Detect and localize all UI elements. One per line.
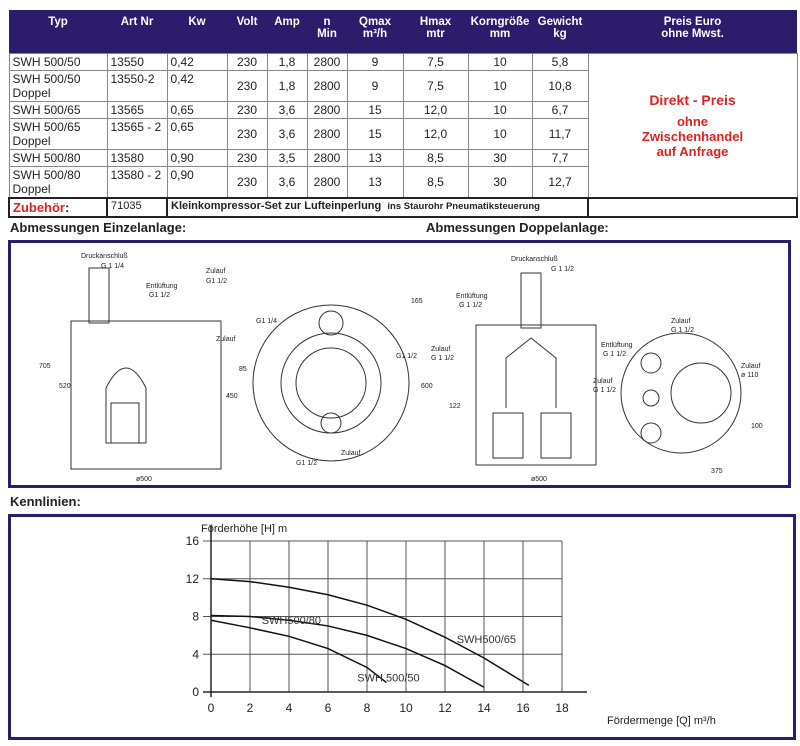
cell-art: 13550-2	[107, 70, 167, 101]
label: Zulauf	[741, 363, 761, 370]
label: Entlüftung	[146, 283, 178, 290]
cell-typ	[9, 118, 107, 149]
cell-h: 8,5	[403, 166, 468, 198]
label: G1 1/2	[206, 278, 228, 285]
cell-q: 13	[347, 166, 403, 198]
column-header: n Min	[307, 10, 347, 53]
cell-kg: 7,7	[532, 149, 588, 166]
x-tick-label: 18	[555, 701, 569, 715]
product-table	[8, 10, 798, 218]
label: 600	[421, 383, 433, 390]
column-header: Kw	[167, 10, 227, 53]
cell-typ	[9, 149, 107, 166]
label: Entlüftung	[601, 342, 633, 349]
cell-q: 9	[347, 53, 403, 70]
cell-n: 2800	[307, 149, 347, 166]
label: ø500	[531, 476, 547, 483]
y-axis-label: Förderhöhe [H] m	[201, 523, 288, 535]
label: G1 1/2	[396, 353, 418, 360]
label: G 1 1/2	[603, 351, 626, 358]
cell-amp: 3,6	[267, 101, 307, 118]
cell-kw: 0,90	[167, 166, 227, 198]
accessory-art: 71035	[107, 198, 167, 217]
cell-volt: 230	[227, 70, 267, 101]
column-header: Amp	[267, 10, 307, 53]
cell-volt: 230	[227, 101, 267, 118]
cell-h: 8,5	[403, 149, 468, 166]
cell-kw: 0,90	[167, 149, 227, 166]
cell-q: 9	[347, 70, 403, 101]
accessory-colon: :	[65, 199, 70, 215]
cell-h: 12,0	[403, 101, 468, 118]
cell-kg: 11,7	[532, 118, 588, 149]
cell-kg: 10,8	[532, 70, 588, 101]
x-tick-label: 12	[438, 701, 452, 715]
label: Zulauf	[431, 346, 451, 353]
cell-volt: 230	[227, 118, 267, 149]
x-tick-label: 10	[399, 701, 413, 715]
label: Druckanschluß	[511, 256, 558, 263]
column-header: Korngröße mm	[468, 10, 532, 53]
y-tick-label: 16	[185, 534, 199, 548]
column-header: Art Nr	[107, 10, 167, 53]
x-tick-label: 4	[285, 701, 293, 715]
cell-art: 13565 - 2	[107, 118, 167, 149]
label: Zulauf	[671, 318, 691, 325]
accessory-empty	[588, 198, 797, 217]
typ: SWH 500/65	[12, 119, 81, 134]
x-tick-label: 2	[246, 701, 254, 715]
cell-n: 2800	[307, 53, 347, 70]
column-header: Qmax m³/h	[347, 10, 403, 53]
cell-volt: 230	[227, 149, 267, 166]
cell-kg: 5,8	[532, 53, 588, 70]
label: Zulauf	[593, 378, 613, 385]
label: Druckanschluß	[81, 253, 128, 260]
x-tick-label: 8	[363, 701, 371, 715]
section-curves: Kennlinien:	[10, 494, 81, 509]
price-line: ohne	[676, 113, 709, 129]
cell-q: 13	[347, 149, 403, 166]
cell-kg: 6,7	[532, 101, 588, 118]
typ-sub: Doppel	[12, 85, 51, 100]
cell-typ	[9, 53, 107, 70]
price-note	[588, 53, 797, 198]
cell-amp: 3,6	[267, 118, 307, 149]
x-axis-label: Fördermenge [Q] m³/h	[607, 715, 716, 727]
series-label: SWH500/65	[456, 633, 517, 646]
x-tick-label: 16	[516, 701, 530, 715]
cell-typ	[9, 70, 107, 101]
column-header: Typ	[9, 10, 107, 53]
label: 450	[226, 393, 238, 400]
accessory-desc-extra: ins Staurohr Pneumatiksteuerung	[387, 200, 540, 212]
cell-q: 15	[347, 101, 403, 118]
label: 122	[449, 403, 461, 410]
typ: SWH 500/80	[12, 167, 81, 182]
label: G 1 1/2	[431, 355, 454, 362]
label: G 1 1/2	[551, 266, 574, 273]
typ: SWH 500/50	[12, 71, 81, 86]
cell-h: 12,0	[403, 118, 468, 149]
typ-sub: Doppel	[12, 181, 51, 196]
cell-n: 2800	[307, 118, 347, 149]
label: ø 110	[741, 372, 759, 379]
y-tick-label: 8	[192, 609, 199, 624]
label: 705	[39, 363, 51, 370]
label: 85	[239, 366, 247, 373]
cell-kg: 12,7	[532, 166, 588, 198]
series-label: SWH500/80	[261, 615, 322, 628]
series-line	[211, 616, 484, 688]
cell-art: 13550	[107, 53, 167, 70]
section-double: Abmessungen Doppelanlage:	[426, 220, 609, 235]
label: Zulauf	[206, 268, 226, 275]
accessory-row	[9, 198, 797, 217]
y-tick-label: 12	[185, 571, 199, 586]
cell-korn: 10	[468, 101, 532, 118]
column-header: Volt	[227, 10, 267, 53]
cell-kw: 0,65	[167, 118, 227, 149]
cell-amp: 3,5	[267, 149, 307, 166]
x-tick-label: 14	[477, 701, 491, 715]
typ-sub: Doppel	[12, 133, 51, 148]
cell-korn: 10	[468, 53, 532, 70]
chart-frame	[8, 514, 796, 740]
cell-n: 2800	[307, 101, 347, 118]
performance-chart	[11, 517, 793, 737]
y-tick-label: 0	[192, 685, 199, 699]
cell-art: 13580	[107, 149, 167, 166]
typ: SWH 500/65	[12, 102, 81, 117]
label: G 1 1/2	[671, 327, 694, 334]
label: Zulauf	[341, 450, 361, 457]
cell-h: 7,5	[403, 70, 468, 101]
x-tick-label: 6	[324, 701, 332, 715]
label: G 1 1/4	[101, 263, 124, 270]
price-line: Direkt - Preis	[649, 91, 736, 108]
cell-amp: 1,8	[267, 70, 307, 101]
cell-kw: 0,42	[167, 70, 227, 101]
label: ø500	[136, 476, 152, 483]
label: G1 1/4	[256, 318, 278, 325]
label: 100	[751, 423, 763, 430]
cell-q: 15	[347, 118, 403, 149]
x-tick-label: 0	[207, 701, 215, 715]
cell-korn: 30	[468, 149, 532, 166]
label: 520	[59, 383, 71, 390]
cell-typ	[9, 101, 107, 118]
table-row	[9, 53, 797, 70]
cell-amp: 1,8	[267, 53, 307, 70]
accessory-label	[9, 198, 107, 217]
dimension-drawings	[11, 243, 788, 485]
label: 375	[711, 468, 723, 475]
label: G1 1/2	[149, 292, 171, 299]
cell-art: 13565	[107, 101, 167, 118]
label: G 1 1/2	[459, 302, 482, 309]
cell-korn: 10	[468, 70, 532, 101]
column-header: Preis Euro ohne Mwst.	[588, 10, 797, 53]
cell-amp: 3,6	[267, 166, 307, 198]
cell-kw: 0,42	[167, 53, 227, 70]
cell-h: 7,5	[403, 53, 468, 70]
cell-art: 13580 - 2	[107, 166, 167, 198]
cell-n: 2800	[307, 70, 347, 101]
cell-n: 2800	[307, 166, 347, 198]
accessory-desc-main: Kleinkompressor-Set zur Lufteinperlung	[171, 199, 382, 212]
y-tick-label: 4	[192, 647, 199, 662]
cell-korn: 30	[468, 166, 532, 198]
series-label: SWH 500/50	[357, 672, 420, 685]
cell-korn: 10	[468, 118, 532, 149]
column-header: Hmax mtr	[403, 10, 468, 53]
label: Entlüftung	[456, 293, 488, 300]
label: Zulauf	[216, 336, 236, 343]
section-single: Abmessungen Einzelanlage:	[10, 220, 187, 235]
column-header: Gewicht kg	[532, 10, 588, 53]
typ: SWH 500/50	[12, 54, 81, 69]
cell-typ	[9, 166, 107, 198]
label: G1 1/2	[296, 460, 318, 467]
cell-volt: 230	[227, 53, 267, 70]
label: 165	[411, 298, 423, 305]
typ: SWH 500/80	[12, 150, 81, 165]
accessory-desc	[167, 198, 588, 217]
cell-kw: 0,65	[167, 101, 227, 118]
drawings-frame	[8, 240, 791, 488]
price-line: Zwischenhandel	[641, 128, 744, 144]
label: G 1 1/2	[593, 387, 616, 394]
cell-volt: 230	[227, 166, 267, 198]
accessory-label-text: Zubehör	[13, 199, 65, 215]
price-line: auf Anfrage	[656, 143, 729, 159]
